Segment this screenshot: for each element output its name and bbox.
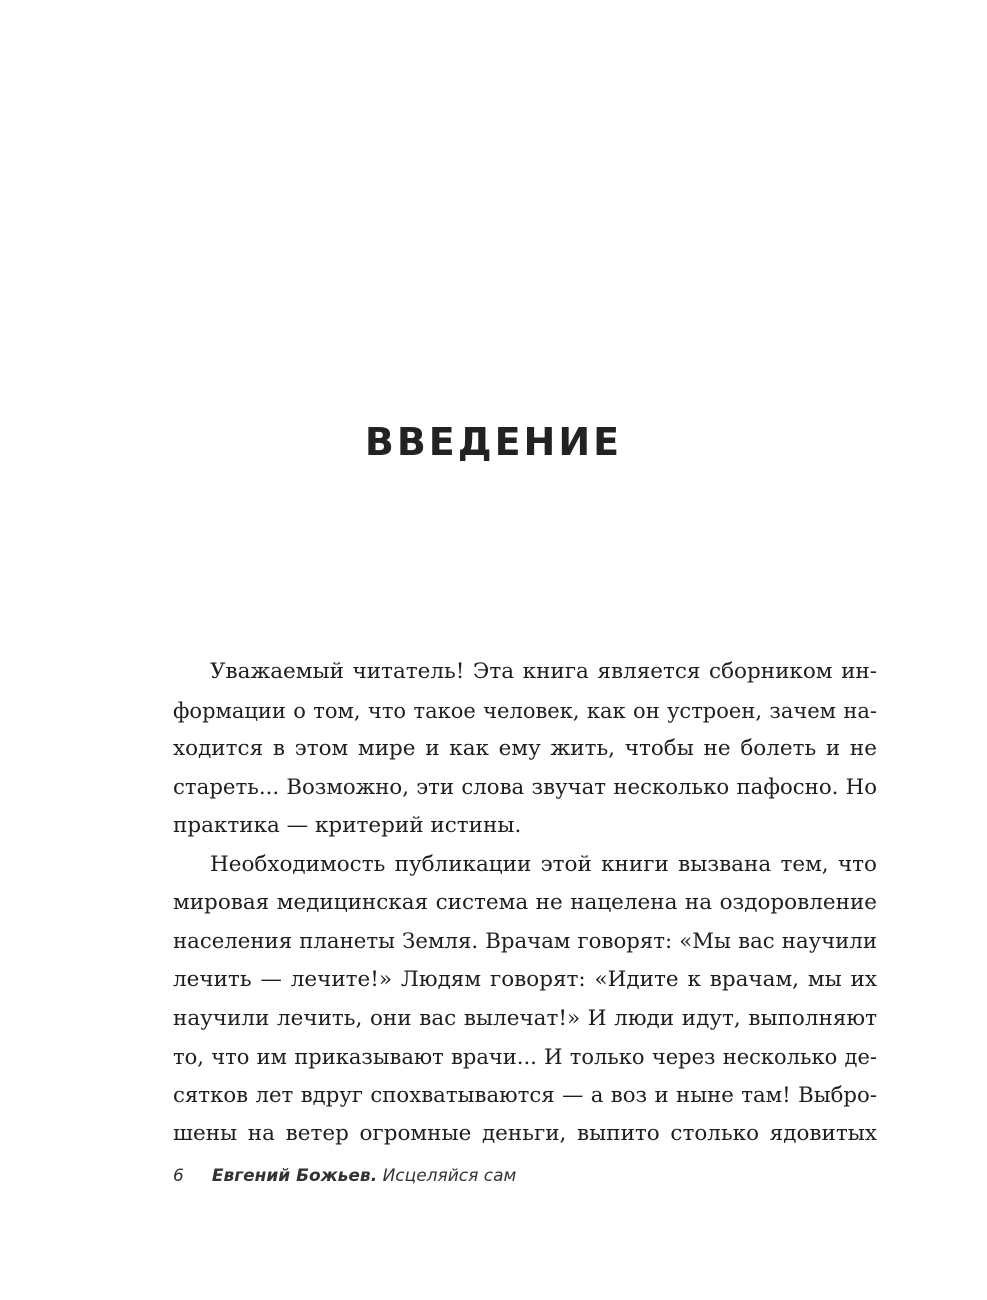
text-line: стареть... Возможно, эти слова звучат несколько пафосно. Но xyxy=(173,774,877,800)
text-line: лечить — лечите!» Людям говорят: «Идите к врачам, мы их xyxy=(173,967,877,992)
text-line: населения планеты Земля. Врачам говорят: «Мы вас научили xyxy=(173,928,877,954)
page-footer xyxy=(173,1166,516,1186)
page-number: 6 xyxy=(173,1166,184,1186)
footer-book-title: Исцеляйся сам xyxy=(382,1166,517,1186)
text-line: сятков лет вдруг спохватываются — а воз и ныне там! Выбро- xyxy=(173,1082,877,1108)
text-line: Необходимость публикации этой книги вызвана тем, что xyxy=(210,851,877,877)
text-line: то, что им приказывают врачи... И только через несколько де- xyxy=(173,1045,877,1069)
paragraph-1 xyxy=(173,653,877,846)
body-text xyxy=(173,653,877,1154)
text-line: практика — критерий истины. xyxy=(173,813,522,838)
footer-author: Евгений Божьев. xyxy=(211,1166,378,1186)
text-line: шены на ветер огромные деньги, выпито столько ядовитых xyxy=(173,1121,877,1146)
text-line: ходится в этом мире и как ему жить, чтобы не болеть и не xyxy=(173,736,877,761)
text-line: научили лечить, они вас вылечат!» И люди идут, выполняют xyxy=(173,1005,877,1031)
text-line: формации о том, что такое человек, как он устроен, зачем на- xyxy=(173,698,877,723)
text-line: мировая медицинская система не нацелена на оздоровление xyxy=(173,890,877,915)
paragraph-2 xyxy=(173,846,877,1154)
chapter-title: ВВЕДЕНИЕ xyxy=(364,420,623,464)
text-line: Уважаемый читатель! Эта книга является сборником ин- xyxy=(210,659,877,684)
